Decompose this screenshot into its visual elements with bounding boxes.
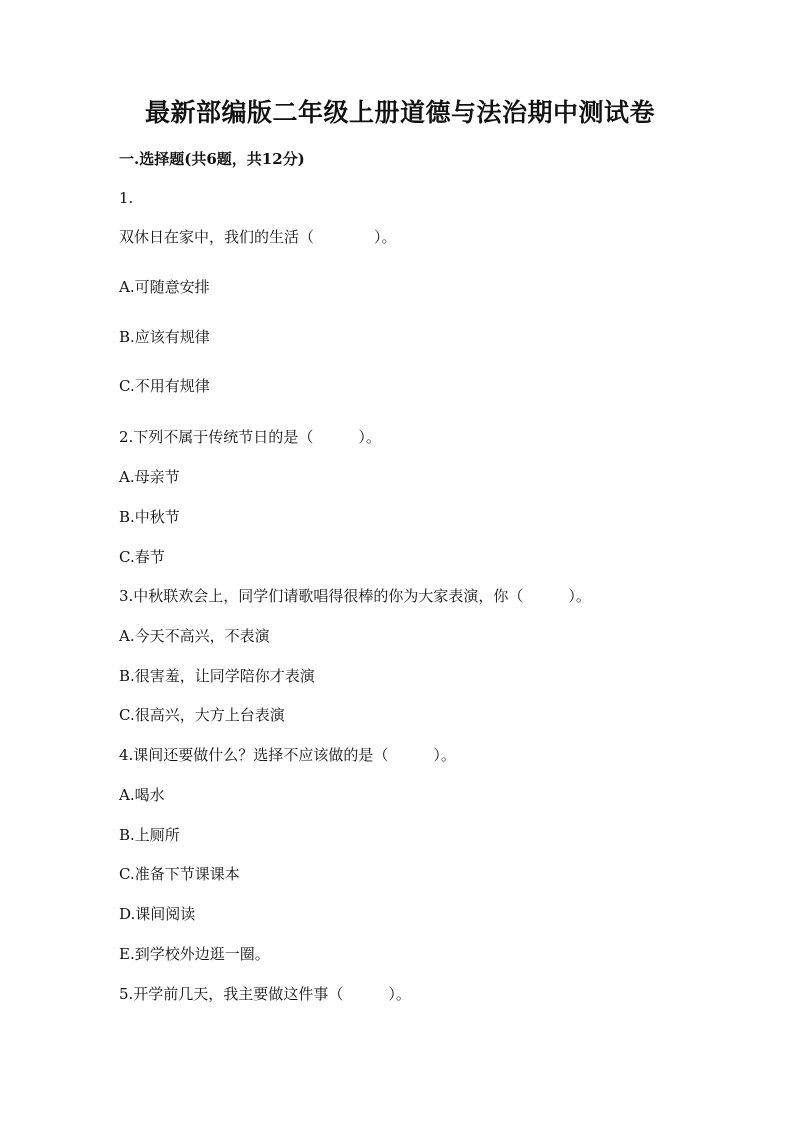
question-text: 5.开学前几天，我主要做这件事（ ）。 <box>119 985 411 1003</box>
page-title: 最新部编版二年级上册道德与法治期中测试卷 <box>144 98 655 127</box>
answer-option: A.可随意安排 <box>119 278 210 296</box>
answer-option: C.准备下节课课本 <box>119 865 240 883</box>
question-text: 4.课间还要做什么？选择不应该做的是（ ）。 <box>119 746 456 764</box>
answer-option: C.不用有规律 <box>119 377 210 395</box>
answer-option: B.中秋节 <box>119 508 180 526</box>
answer-option: A.母亲节 <box>119 468 180 486</box>
question-text: 3.中秋联欢会上，同学们请歌唱得很棒的你为大家表演，你（ ）。 <box>119 587 591 605</box>
answer-option: A.今天不高兴，不表演 <box>119 627 270 645</box>
answer-option: B.很害羞，让同学陪你才表演 <box>119 667 315 685</box>
answer-option: B.应该有规律 <box>119 328 210 346</box>
section-heading: 一.选择题(共6题，共12分) <box>119 150 305 168</box>
answer-option: A.喝水 <box>119 786 165 804</box>
answer-option: C.春节 <box>119 548 165 566</box>
question-text: 双休日在家中，我们的生活（ ）。 <box>119 228 397 246</box>
answer-option: D.课间阅读 <box>119 905 196 923</box>
question-number: 1. <box>119 189 134 207</box>
question-text: 2.下列不属于传统节日的是（ ）。 <box>119 428 381 446</box>
answer-option: E.到学校外边逛一圈。 <box>119 945 270 963</box>
answer-option: B.上厕所 <box>119 826 180 844</box>
answer-option: C.很高兴，大方上台表演 <box>119 706 285 724</box>
